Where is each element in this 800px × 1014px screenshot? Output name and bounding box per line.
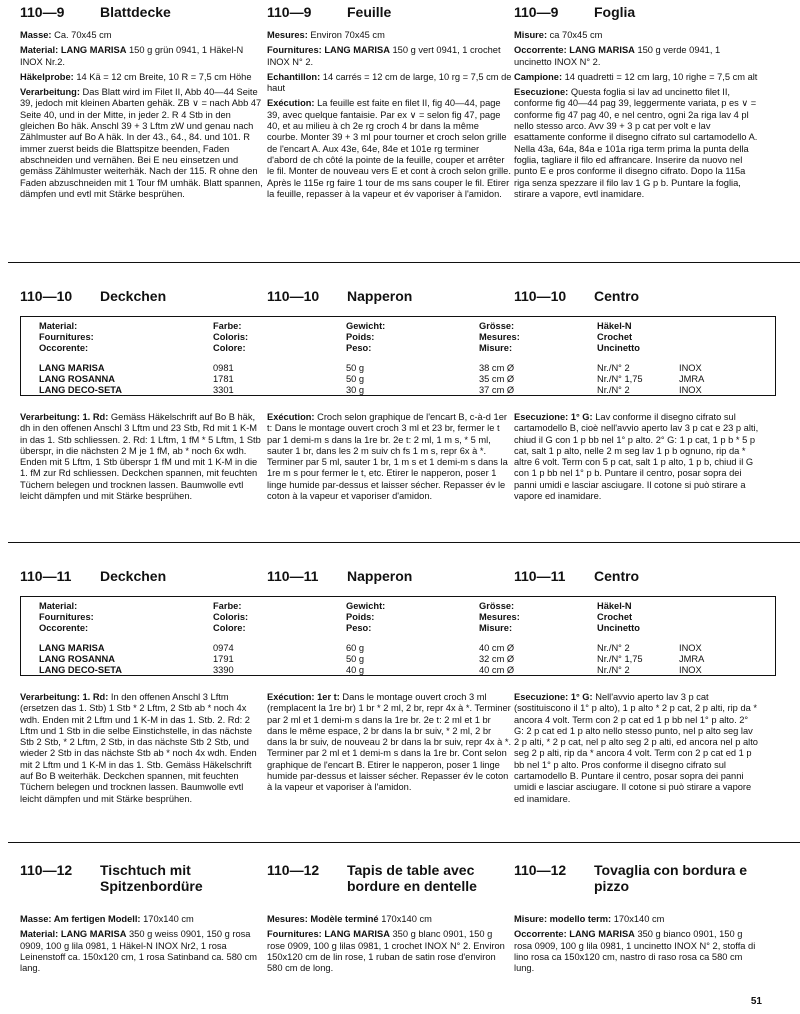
pattern-title: Deckchen <box>100 568 167 584</box>
pattern-number: 110—12 <box>20 862 73 878</box>
pattern-number: 110—11 <box>267 568 319 584</box>
paragraph: Misure: ca 70x45 cm <box>514 30 603 40</box>
paragraph: Verarbeitung: 1. Rd: Gemäss Häkelschrift auf Bo B häk, dh in den offenen Anschl 3 Lftm und 23 Stb, Rd mit 1 K-M in das 1. Stb schliessen. 2. Rd: 1 Lftm, 1 fM * 5 Lftm, 1 Stb überspr, in die nächsten 2 M je 1 fM, ab * noch 6x wdh. Enden mit 5 Lftm, 1 Stb überspr 1 fM und mit 1 K-M in die 1. fM zur Rd schliessen. Deckchen spannen, mit feuchten Tüchern belegen und trocknen lassen. Baumwolle evtl leicht dämpfen und mit Stärke besprühen. <box>20 412 261 502</box>
paragraph: Exécution: 1er t: Dans le montage ouvert croch 3 ml (remplacent la 1re br) 1 br * 2 ml, 2 br, repr 4x à *. Terminer par 2 ml et 1 demi-m s dans la 1re br. 2e t: 2 ml et 1 br dans le même espace, 2 br dans la br suiv, * 2 ml, 2 br dans la br suiv, de nouveau 2 br dans la br suiv, repr 4x à *. Terminer par 2 ml et 1 demi-m s dans la 1re br. Cont selon graphique de l'encart B. Etirer le napperon, poser 1 linge humide par-dessus et laisser sécher. Repasser év le coton à la vapeur et vaporiser à l'amidon. <box>267 692 512 793</box>
pattern-number: 110—9 <box>20 4 65 20</box>
paragraph: Esecuzione: 1° G: Lav conforme il disegno cifrato sul cartamodello B, cioè nell'avvio aperto lav 3 p cat e 23 p alti, chiud il G con 1 p bb nel 1° p alto. 2° G: 1 p cat, 1 p b * 5 p cat, salt 1 p alto, nelle 2 m seg lav 1 p b ognuno, rip da * altre 6 volt. Term con 5 p cat, salt 1 p alto, 1 p b, chiud il G con 1 p bb nel 1° p b. Puntare il centro, posar sopra dei panni umidi e lasciar asciugare. Il cotone si può stirare a vapore ed inamidare. <box>514 412 759 502</box>
col-fr <box>267 862 512 978</box>
col-fr <box>267 4 512 204</box>
pattern-title: Foglia <box>594 4 636 20</box>
paragraph: Masse: Am fertigen Modell: 170x140 cm <box>20 914 194 924</box>
pattern-title: Napperon <box>347 288 413 304</box>
paragraph: Mesures: Modèle terminé 170x140 cm <box>267 914 432 924</box>
paragraph: Verarbeitung: 1. Rd: In den offenen Anschl 3 Lftm (ersetzen das 1. Stb) 1 Stb * 2 Lftm, 2 Stb ab * noch 4x wdh. Enden mit 2 Lftm und 1 K-M in das 1. Stb. 2. Rd: 2 Lftm und 1 Stb in die selbe Einstichstelle, in das nächste Stb 2 Stb, * 2 Lftm, 2 Stb, in das nächste Stb 2 Stb, und wieder 2 Stb in das nächste Stb ab * noch 4x wdh. Enden mit 2 Lftm und 1 K-M in das 1. Stb. Gemäss Häkelschrift auf Bo B weiterhäk. Deckchen spannen, mit feuchten Tüchern belegen und trocknen lassen. Baumwolle evtl leicht dämpfen und mit Stärke besprühen. <box>20 692 257 804</box>
pattern-title: Napperon <box>347 568 413 584</box>
materials-table: Material: Fournitures: Occorente: Farbe: Coloris: Colore: Gewicht: Poids: Peso: Grösse: Mesures: Misure: Häkel-N Crochet Uncinetto LANG MARISA LANG ROSANNA LANG DECO-SETA 0981 1781 3301 50 g 50 g 30 g 38 cm Ø 35 cm Ø 37 cm Ø Nr./N° 2 Nr./N° 1,75 Nr./N° 2 INOX JMRA INOX <box>20 316 776 396</box>
section-110-10 <box>0 288 800 314</box>
pattern-title: Tischtuch mit Spitzenbordüre <box>100 862 203 894</box>
pattern-number: 110—10 <box>20 288 73 304</box>
paragraph: Echantillon: 14 carrés = 12 cm de large, 10 rg = 7,5 cm de haut <box>267 71 512 94</box>
pattern-number: 110—11 <box>20 568 72 584</box>
pattern-number: 110—12 <box>267 862 320 878</box>
col-it <box>514 4 759 204</box>
paragraph: Esecuzione: Questa foglia si lav ad uncinetto filet II, conforme fig 40—44 pag 39, leggermente variata, p es ∨ = conforme fig 47 pag 40, e nel centro, ogni 2a riga lav 4 pl nello stesso arco. Avv 39 + 3 p cat per volt e lav esattamente conforme il disegno cifrato sul cartamodello A. Nella 43a, 64a, 84a e 101a riga term prima la punta della foglia, tagliare il filo ed affrancare. Inserire da nuovo nel punto E e pros conforme il disegno cifrato. Dopo la 115a riga senza spezzare il filo lav 1 G p b. Puntare la foglia, stirare a vapore, evtl inamidare. <box>514 87 758 199</box>
pattern-number: 110—9 <box>514 4 559 20</box>
paragraph: Häkelprobe: 14 Kä = 12 cm Breite, 10 R = 7,5 cm Höhe <box>20 71 252 82</box>
paragraph: Material: LANG MARISA 150 g grün 0941, 1 Häkel-N INOX Nr.2. <box>20 45 244 67</box>
pattern-number: 110—10 <box>267 288 320 304</box>
paragraph: Masse: Ca. 70x45 cm <box>20 30 112 40</box>
paragraph: Exécution: Croch selon graphique de l'encart B, c-à-d 1er t: Dans le montage ouvert croch 3 ml et 23 br, fermer le t par 1 demi-m s dans la 1re br. 2e t: 2 ml, 1 m s, * 5 ml, sauter 1 br, dans les 2 m suiv ch fs 1 m s, repr 6x à *. Terminer par 5 ml, sauter 1 br, 1 m s et 1 demi-m s dans la 1re m s pour fermer le t, etc. Etirer le napperon, poser 1 linge humide par-dessus et laisser sécher. Repasser év le coton à la vapeur et vaporiser d'amidon. <box>267 412 508 502</box>
pattern-title: Tapis de table avec bordure en dentelle <box>347 862 477 894</box>
page-number: 51 <box>750 996 762 1007</box>
section-110-10-text <box>0 412 800 506</box>
paragraph: Campione: 14 quadretti = 12 cm larg, 10 righe = 7,5 cm alt <box>514 71 758 82</box>
paragraph: Fournitures: LANG MARISA 150 g vert 0941, 1 crochet INOX N° 2. <box>267 45 501 67</box>
paragraph: Occorrente: LANG MARISA 150 g verde 0941, 1 uncinetto INOX N° 2. <box>514 45 721 67</box>
section-110-12 <box>0 862 800 978</box>
pattern-title: Centro <box>594 288 640 304</box>
pattern-number: 110—10 <box>514 288 567 304</box>
divider <box>8 842 800 843</box>
materials-table: Material: Fournitures: Occorente: Farbe: Coloris: Colore: Gewicht: Poids: Peso: Grösse: Mesures: Misure: Häkel-N Crochet Uncinetto LANG MARISA LANG ROSANNA LANG DECO-SETA 0974 1791 3390 60 g 50 g 40 g 40 cm Ø 32 cm Ø 40 cm Ø Nr./N° 2 Nr./N° 1,75 Nr./N° 2 INOX JMRA INOX <box>20 596 776 676</box>
pattern-number: 110—11 <box>514 568 566 584</box>
paragraph: Material: LANG MARISA 350 g weiss 0901, 150 g rosa 0909, 100 g lila 0981, 1 Häkel-N INOX Nr2, 1 rosa Leinenstoff ca. 150x120 cm, 1 rosa Satinband ca. 580 cm lang. <box>20 929 258 974</box>
paragraph: Misure: modello term: 170x140 cm <box>514 914 665 924</box>
divider <box>8 542 800 543</box>
divider <box>8 262 800 263</box>
pattern-number: 110—12 <box>514 862 567 878</box>
pattern-title: Tovaglia con bordura e pizzo <box>594 862 747 894</box>
paragraph: Occorrente: LANG MARISA 350 g bianco 0901, 150 g rosa 0909, 100 g lila 0981, 1 uncinetto INOX N° 2, stoffa di lino rosa ca 150x120 cm, nastro di raso rosa ca 580 cm lung. <box>514 929 756 974</box>
paragraph: Exécution: La feuille est faite en filet II, fig 40—44, page 39, avec quelque fantaisie. Par ex ∨ = selon fig 47, page 40, et au milieu à ch 2e rg croch 4 br dans la même courbe. Monter 39 + 3 ml pour tourner et croch selon grille de l'encart A. Aux 43e, 64e, 84e et 101e rg terminer d'abord de ch côté la pointe de la feuille, couper et arrêter le fil. Monter de nouveau vers E et cont à croch selon grille. Après le 115e rg faire 1 tour de ms sans couper le fil. Etirer la feuille, repasser à la vapeur et év vaporiser à l'amidon. <box>267 98 511 199</box>
pattern-title: Blattdecke <box>100 4 171 20</box>
pattern-title: Feuille <box>347 4 392 20</box>
col-de <box>20 862 265 978</box>
pattern-title: Centro <box>594 568 640 584</box>
paragraph: Verarbeitung: Das Blatt wird im Filet II, Abb 40—44 Seite 39, jedoch mit kleinen Abarten gehäk. ZB ∨ = nach Abb 47 Seite 40, und in der Mitte, in jeder 2. R 4 Stb in den gleichen Bo häk. Anschl 39 + 3 Lftm zW und genau nach Zählmuster auf Bo A häk. In der 43., 64., 84. und 101. R immer zuerst beids die Blattspitze beenden, Faden abschneiden und vernähen. Bei E neu einsetzen und gemäss Zählmuster weiterhäk. Nach der 115. R ohne den Faden abzuschneiden mit 1 Tour fM umhäk. Blatt spannen, dämpfen und evtl mit Stärke besprühen. <box>20 87 263 199</box>
pattern-number: 110—9 <box>267 4 312 20</box>
paragraph: Fournitures: LANG MARISA 350 g blanc 0901, 150 g rose 0909, 100 g lilas 0981, 1 crochet INOX N° 2. Environ 150x120 cm de lin rose, 1 ruban de satin rose d'environ 580 cm de long. <box>267 929 505 974</box>
section-110-11 <box>0 568 800 594</box>
pattern-title: Deckchen <box>100 288 167 304</box>
section-110-11-text <box>0 692 800 809</box>
section-110-9 <box>0 4 800 204</box>
col-de <box>20 4 265 204</box>
paragraph: Esecuzione: 1° G: Nell'avvio aperto lav 3 p cat (sostituiscono il 1° p alto), 1 p alto * 2 p cat, 2 p alti, rip da * ancora 4 volt. Term con 2 p cat ed 1 p bb nel 1° p alto. 2° G: 2 p cat ed 1 p alto nello stesso punto, nel p alto seg lav 2 p alti, * 2 p cat, nel p alto seg 2 p alti, ed ancora nel p alto seg 2 p alti, rip da * ancora 4 volt. Term con 2 p cat ed 1 p bb nel 1° p alto. Pros conforme il disegno cifrato sul cartamodello B. Puntare il centro, posar sopra dei panni umidi e lasciar asciugare. Il cotone si può stirare a vapore ed inamidare. <box>514 692 758 804</box>
col-it <box>514 862 759 978</box>
paragraph: Mesures: Environ 70x45 cm <box>267 30 385 40</box>
